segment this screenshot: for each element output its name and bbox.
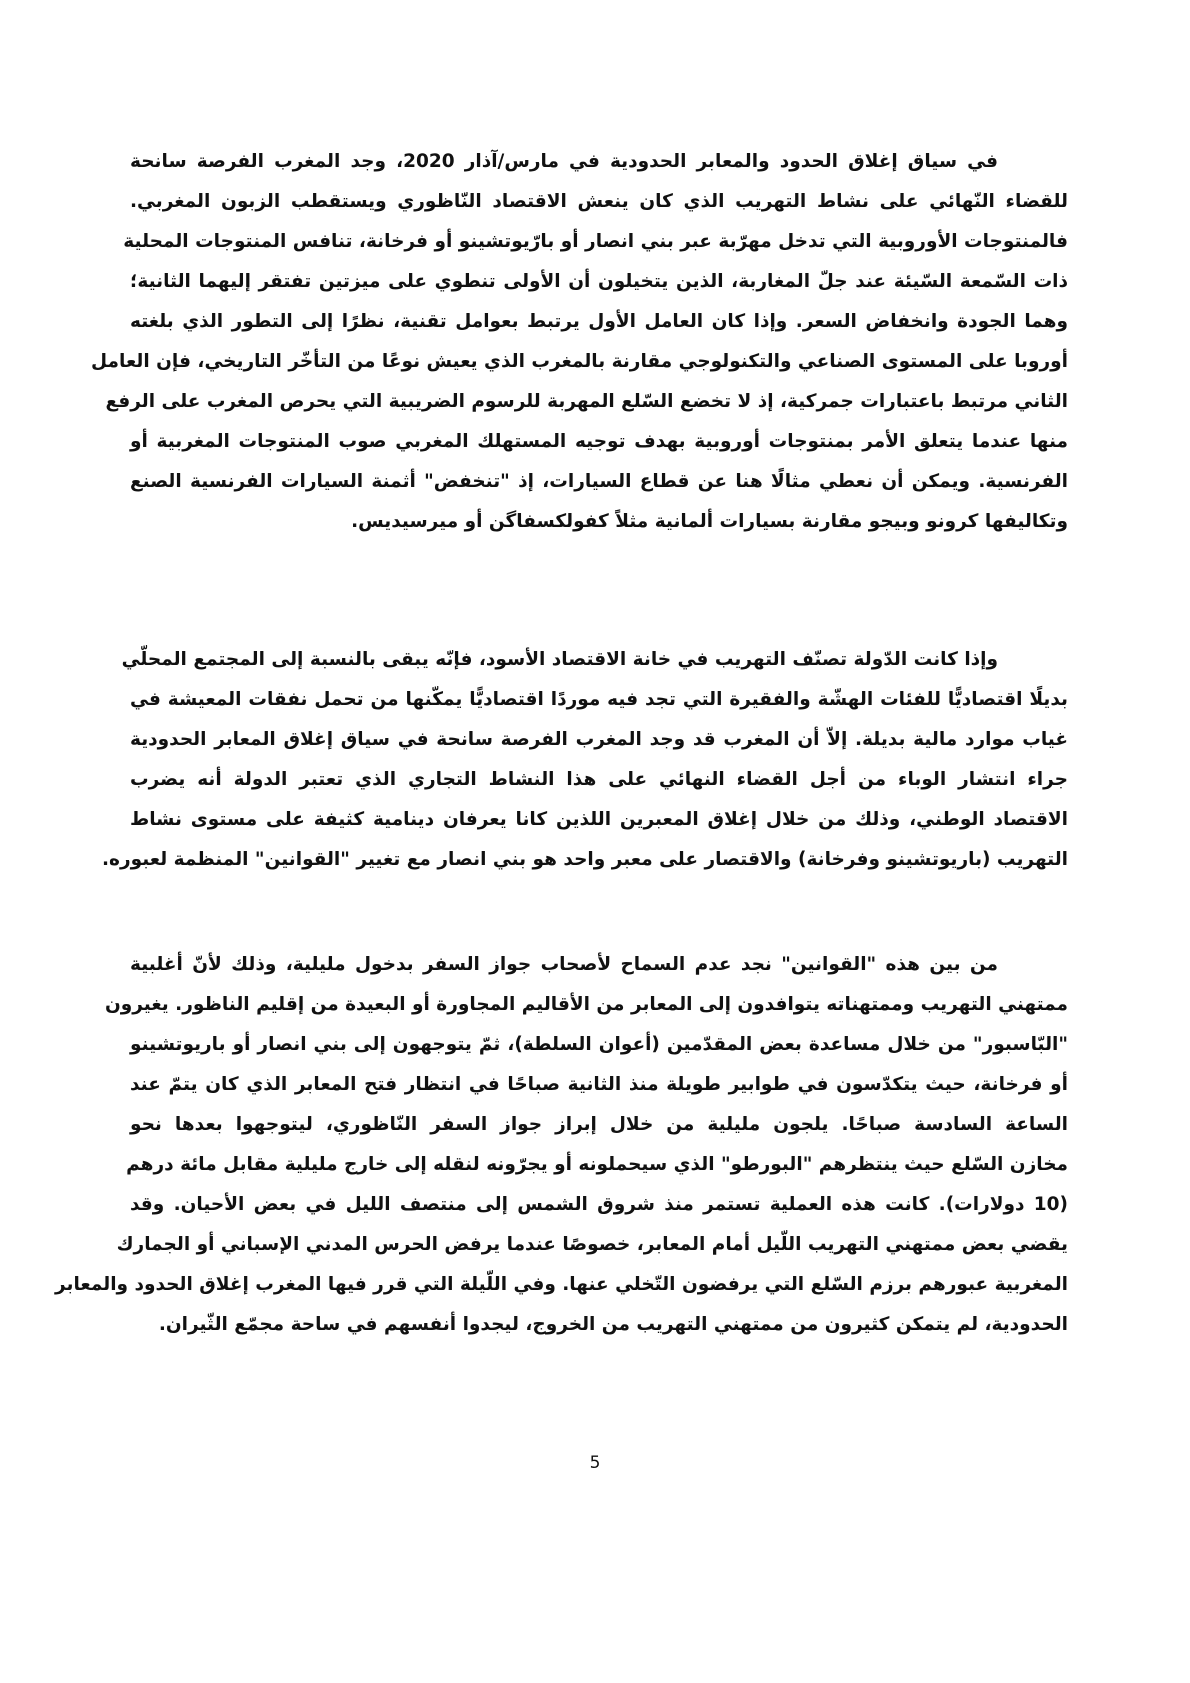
text-line: وإذا كانت الدّولة تصنّف التهريب في خانة الاقتصاد الأسود، فإنّه يبقى بالنسبة إلى المجتمع المحلّي xyxy=(121,649,998,670)
paragraph-1 xyxy=(91,142,1068,542)
text-line: ذات السّمعة السّيئة عند جلّ المغاربة، الذين يتخيلون أن الأولى تنطوي على ميزتين تفتقر إليهما الثانية؛ xyxy=(130,271,1068,292)
text-line: منها عندما يتعلق الأمر بمنتوجات أوروبية بهدف توجيه المستهلك المغربي صوب المنتوجات المغربية أو xyxy=(130,431,1068,452)
text-line: جراء انتشار الوباء من أجل القضاء النهائي على هذا النشاط التجاري الذي تعتبر الدولة أنه يضرب xyxy=(130,769,1068,790)
text-line: مخازن السّلع حيث ينتظرهم "البورطو" الذي سيحملونه أو يجرّونه لنقله إلى خارج مليلية مقابل مائة درهم xyxy=(126,1154,1068,1175)
text-line: بديلًا اقتصاديًّا للفئات الهشّة والفقيرة التي تجد فيه موردًا اقتصاديًّا يمكّنها من تحمل نفقات المعيشة في xyxy=(130,689,1068,710)
text-line: الفرنسية. ويمكن أن نعطي مثالًا هنا عن قطاع السيارات، إذ "تنخفض" أثمنة السيارات الفرنسية الصنع xyxy=(130,471,1068,492)
text-line: "البّاسبور" من خلال مساعدة بعض المقدّمين (أعوان السلطة)، ثمّ يتوجهون إلى بني انصار أو باريوتشينو xyxy=(130,1034,1068,1055)
text-line: ممتهني التهريب وممتهناته يتوافدون إلى المعابر من الأقاليم المجاورة أو البعيدة من إقليم الناظور. يغيرون xyxy=(104,994,1068,1015)
text-line: الساعة السادسة صباحًا. يلجون مليلية من خلال إبراز جواز السفر النّاظوري، ليتوجهوا بعدها نحو xyxy=(130,1114,1068,1135)
text-line: التهريب (باريوتشينو وفرخانة) والاقتصار على معبر واحد هو بني انصار مع تغيير "القوانين" المنظمة لعبوره. xyxy=(102,849,1068,870)
text-line: المغربية عبورهم برزم السّلع التي يرفضون التّخلي عنها. وفي اللّيلة التي قرر فيها المغرب إغلاق الحدود والمعابر xyxy=(55,1274,1068,1295)
text-line: الثاني مرتبط باعتبارات جمركية، إذ لا تخضع السّلع المهربة للرسوم الضريبية التي يحرص المغرب على الرفع xyxy=(105,391,1068,412)
text-line: فالمنتوجات الأوروبية التي تدخل مهرّبة عبر بني انصار أو بارّيوتشينو أو فرخانة، تنافس المنتوجات المحلية xyxy=(123,231,1068,252)
text-line: وهما الجودة وانخفاض السعر. وإذا كان العامل الأول يرتبط بعوامل تقنية، نظرًا إلى التطور الذي بلغته xyxy=(130,311,1068,332)
text-line: للقضاء النّهائي على نشاط التهريب الذي كان ينعش الاقتصاد النّاظوري ويستقطب الزبون المغربي. xyxy=(130,191,1068,212)
text-line: أوروبا على المستوى الصناعي والتكنولوجي مقارنة بالمغرب الذي يعيش نوعًا من التأخّر التاريخي، فإن العامل xyxy=(91,351,1068,372)
text-line: غياب موارد مالية بديلة. إلاّ أن المغرب قد وجد المغرب الفرصة سانحة في سياق إغلاق المعابر الحدودية xyxy=(130,729,1068,750)
page-number: 5 xyxy=(589,1453,601,1473)
text-line: أو فرخانة، حيث يتكدّسون في طوابير طويلة منذ الثانية صباحًا في انتظار فتح المعابر الذي كان يتمّ عند xyxy=(130,1074,1068,1095)
text-line: يقضي بعض ممتهني التهريب اللّيل أمام المعابر، خصوصًا عندما يرفض الحرس المدني الإسباني أو الجمارك xyxy=(116,1234,1068,1255)
paragraph-3 xyxy=(55,945,1068,1345)
text-line: الاقتصاد الوطني، وذلك من خلال إغلاق المعبرين اللذين كانا يعرفان دينامية كثيفة على مستوى نشاط xyxy=(130,809,1068,830)
text-line: الحدودية، لم يتمكن كثيرون من ممتهني التهريب من الخروج، ليجدوا أنفسهم في ساحة مجمّع الثّيران. xyxy=(158,1314,1068,1335)
text-line: في سياق إغلاق الحدود والمعابر الحدودية في مارس/آذار 2020، وجد المغرب الفرصة سانحة xyxy=(130,151,998,172)
paragraph-2 xyxy=(102,640,1068,880)
text-line: وتكاليفها كرونو وبيجو مقارنة بسيارات ألمانية مثلاً كفولكسفاگن أو ميرسيديس. xyxy=(351,511,1068,532)
text-line: (10 دولارات). كانت هذه العملية تستمر منذ شروق الشمس إلى منتصف الليل في بعض الأحيان. وقد xyxy=(130,1194,1068,1215)
text-line: من بين هذه "القوانين" نجد عدم السماح لأصحاب جواز السفر بدخول مليلية، وذلك لأنّ أغلبية xyxy=(130,954,998,975)
